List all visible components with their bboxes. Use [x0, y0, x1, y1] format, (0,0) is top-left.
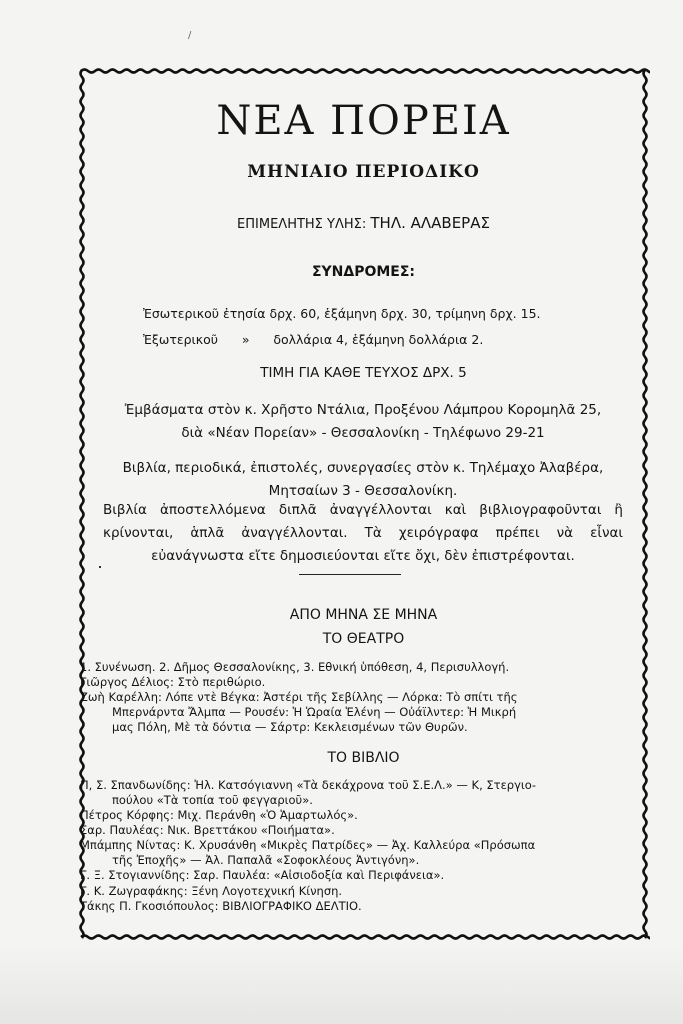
list-item: Ζωὴ Καρέλλη: Λόπε ντὲ Βέγκα: Ἀστέρι τῆς Σεβίλλης — Λόρκα: Τὸ σπίτι τῆς — [80, 690, 518, 704]
mail-line-1: Βιβλία, περιοδικά, ἐπιστολές, συνεργασίες στὸν κ. Τηλέμαχο Ἀλαβέρα, — [122, 460, 604, 476]
mail-notice — [103, 457, 623, 503]
list-item: Γιῶργος Δέλιος: Στὸ περιθώριο. — [80, 675, 266, 689]
editor-name: ΤΗΛ. ΑΛΑΒΕΡΑΣ — [370, 214, 490, 232]
list-item: Γ. Ξ. Στογιαννίδης: Σαρ. Παυλέα: «Αἰσιοδοξία καὶ Περιφάνεια». — [80, 868, 445, 882]
magazine-subtitle: ΜΗΝΙΑΙΟ ΠΕΡΙΟΔΙΚΟ — [247, 162, 480, 182]
extra-list — [80, 884, 635, 914]
book-heading: ΤΟ ΒΙΒΛΙΟ — [327, 750, 400, 766]
list-item: μας Πόλη, Μὲ τὰ δόντια — Σάρτρ: Κεκλεισμένων τῶν Θυρῶν. — [112, 720, 468, 734]
payments-line-1: Ἐμβάσματα στὸν κ. Χρῆστο Ντάλια, Προξένου Λάμπρου Κορομηλᾶ 25, — [124, 402, 602, 418]
page-frame — [77, 66, 650, 942]
editor-label: ΕΠΙΜΕΛΗΤΗΣ ΥΛΗΣ: — [237, 217, 367, 232]
theatre-list — [80, 660, 635, 735]
list-item: Πέτρος Κόρφης: Μιχ. Περάνθη «Ὁ Ἁμαρτωλός». — [80, 808, 358, 822]
mail-line-2: Μητσαίων 3 - Θεσσαλονίκη. — [268, 483, 458, 499]
book-list — [80, 778, 635, 883]
list-item: 1. Συνένωση. 2. Δῆμος Θεσσαλονίκης, 3. Εθνική ὑπόθεση, 4, Περισυλλογή. — [80, 660, 510, 674]
list-item: Σαρ. Παυλέας: Νικ. Βρεττάκου «Ποιήματα». — [80, 823, 335, 837]
section-divider — [299, 574, 401, 575]
subscription-domestic: Ἐσωτερικοῦ ἐτησία δρχ. 60, ἑξάμηνη δρχ. 30, τρίμηνη δρχ. 15. — [143, 306, 541, 321]
books-policy-note: Βιβλία ἀποστελλόμενα διπλᾶ ἀναγγέλλονται καὶ βιβλιογραφοῦνται ἢ κρίνονται, ἁπλᾶ ἀναγγέλλονται. Τὰ χειρόγραφα πρέπει νὰ εἶναι εὐανάγνωστα εἴτε δημοσιεύονται εἴτε ὄχι, δὲν ἐπιστρέφονται. — [103, 502, 623, 564]
editor-line — [77, 214, 650, 232]
contents-heading: ΑΠΟ ΜΗΝΑ ΣΕ ΜΗΝΑ — [289, 607, 438, 623]
list-item: πούλου «Τὰ τοπία τοῦ φεγγαριοῦ». — [112, 793, 313, 807]
payments-line-2: διὰ «Νέαν Πορείαν» - Θεσσαλονίκη - Τηλέφωνο 29-21 — [181, 425, 545, 441]
list-item: Μπάμπης Νίντας: Κ. Χρυσάνθη «Μικρὲς Πατρίδες» — Ἀχ. Καλλεύρα «Πρόσωπα — [80, 838, 536, 852]
paper-shadow — [0, 944, 683, 1024]
theatre-heading: ΤΟ ΘΕΑΤΡΟ — [322, 631, 405, 647]
list-item: Π, Σ. Σπανδωνίδης: Ἠλ. Κατσόγιαννη «Τὰ δεκάχρονα τοῦ Σ.Ε.Λ.» — Κ, Στεργιο- — [80, 778, 536, 792]
list-item: Μπερνάρντα Ἄλμπα — Ρουσέν: Ἡ Ὡραία Ἑλένη — Οὐάϊλντερ: Ἡ Μικρή — [112, 705, 517, 719]
issue-price: ΤΙΜΗ ΓΙΑ ΚΑΘΕ ΤΕΥΧΟΣ ΔΡΧ. 5 — [260, 365, 467, 381]
list-item: Τάκης Π. Γκοσιόπουλος: ΒΙΒΛΙΟΓΡΑΦΙΚΟ ΔΕΛΤΙΟ. — [80, 899, 362, 913]
corner-mark: / — [188, 30, 192, 41]
subscription-foreign: Ἐξωτερικοῦ » δολλάρια 4, ἑξάμηνη δολλάρια 2. — [143, 332, 484, 347]
list-item: Γ. Κ. Ζωγραφάκης: Ξένη Λογοτεχνική Κίνηση. — [80, 884, 343, 898]
payments-notice — [103, 399, 623, 445]
list-item: τῆς Ἐποχῆς» — Ἀλ. Παπαλᾶ «Σοφοκλέους Ἀντιγόνη». — [112, 853, 420, 867]
ink-dot — [99, 566, 101, 568]
magazine-title: ΝΕΑ ΠΟΡΕΙΑ — [216, 98, 511, 144]
subscriptions-heading: ΣΥΝΔΡΟΜΕΣ: — [311, 264, 416, 280]
